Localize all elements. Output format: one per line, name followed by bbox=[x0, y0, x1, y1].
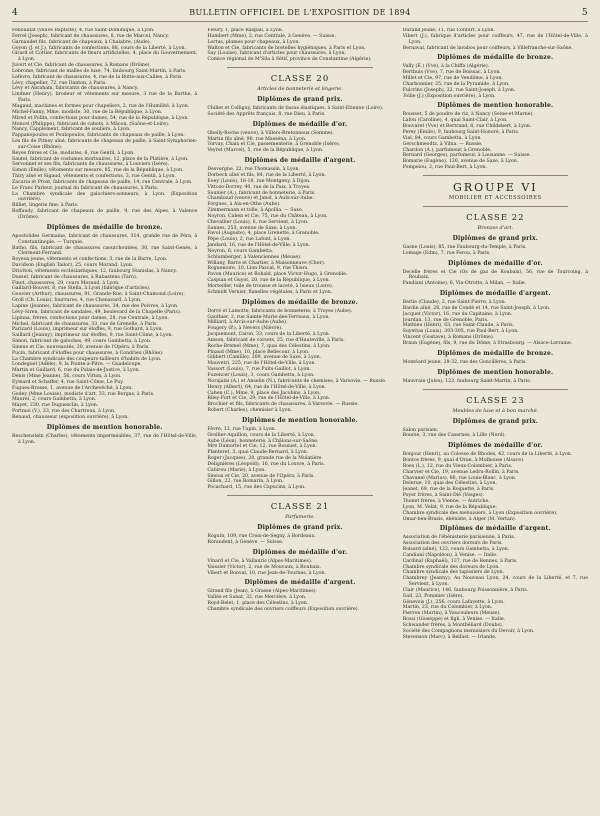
list-item: Omar-ben-Brazis, ébéniste, à Alger (M. Vertan). bbox=[402, 516, 517, 522]
list-item: Martin, 23, rue du Colombier, à Lyon. bbox=[402, 605, 493, 611]
list-item: Schwander frères, à Montbéliard (Doubs). bbox=[402, 623, 504, 628]
list-item: Société des Apprêts français, 8, rue Dieu, à Paris. bbox=[207, 111, 326, 117]
list-item: Parizard (Louis), imprimeur sur étoffes, 9, rue Gothard, à Lyon. bbox=[12, 327, 164, 333]
list-item: Magaud, machines et formes pour chapeliers, 2, rue de l'Humilité, à Lyon. bbox=[12, 103, 190, 109]
list-item: Schlumberger, à Valenciennes (Meuse). bbox=[207, 254, 302, 260]
list-item: Zimmermann et tolle, à Apollia. — Saxe. bbox=[207, 208, 304, 214]
list-item: Dussel, fabricant de chaussures, à Rabastens (Tarn). bbox=[12, 274, 138, 280]
list-item: Favol (Auguste), 4, place Grenette, à Grenoble. bbox=[207, 231, 320, 237]
list-item: Martin fils aîné, 90, rue Masséna, à Lyon. bbox=[207, 136, 307, 142]
list-item: Robert (Charles), chemisier à Lyon. bbox=[207, 408, 293, 414]
list-item: Simon (Emile), vêtements sur mesure, 85, rue de la République, à Lyon. bbox=[12, 168, 184, 174]
list-item: Saunier (A.), fabricant de bonneterie, à Paris. bbox=[207, 190, 316, 196]
list-item: Perey (Emile), 9, faubourg Saint-Honoré, à Paris. bbox=[402, 129, 520, 135]
class-subtitle: Meubles de luxe et à bon marché. bbox=[452, 407, 539, 414]
list-item: Bouvaret (Vve) et Bertrand, 8, rue Childebert, à Lyon. bbox=[402, 124, 532, 130]
list-item: Fugues-Brosse, 1, avenue de l'Archevêché, à Lyon. bbox=[12, 385, 133, 391]
class-subtitle: Articles de bonneterie et lingerie. bbox=[257, 86, 343, 93]
columns bbox=[12, 28, 588, 816]
list-item: Delerue, 10, quai des Célestins, à Lyon. bbox=[402, 481, 498, 487]
column-2 bbox=[207, 28, 392, 816]
list-item: Apostolides Germaine, fabricant de chaussures, 314, grande rue de Péra, à Constantinople. — Turquie. bbox=[12, 233, 198, 245]
section-heading: Diplômes de mention honorable. bbox=[46, 423, 163, 431]
list-item: Obelly-Roche (veuve), à Villers-Bretonneux (Somme). bbox=[207, 130, 335, 136]
divider bbox=[423, 175, 568, 176]
list-item: Fèvre, 12, rue Tupin, à Lyon. bbox=[207, 426, 277, 432]
list-item: Lebrome, fabricant de malles de luxe, 74, faubourg Saint-Martin, à Paris. bbox=[12, 68, 187, 74]
list-item: Gerschmeodtz, à Vilna. — Russie. bbox=[402, 141, 483, 147]
list-item: Chambre syndicale des doreurs de Lyon. bbox=[402, 564, 500, 570]
class-title: CLASSE 22 bbox=[466, 212, 525, 223]
group-title: GROUPE VI bbox=[453, 180, 538, 194]
list-item: Bourse, 3, rue des Casernes, à Lille (Nord). bbox=[402, 433, 506, 439]
list-item: Lomage (Edm), 7, rue Ferou, à Paris. bbox=[402, 250, 491, 256]
list-item: Montéard jeune, 28-32, rue des Goncillères, à Paris. bbox=[402, 359, 527, 365]
list-item: Chardon (A.), parfumeur, à Grenoble. bbox=[402, 147, 492, 153]
list-item: Mauvrain (Jules), 122, faubourg Saint-Martin, à Paris. bbox=[402, 378, 532, 384]
list-item: Aube (Léon), bonneterie, à Châlons-sur-Saône. bbox=[207, 438, 319, 444]
list-item: Chambre syndicale des ouvriers coiffeurs (Exposition ouvrière). bbox=[207, 606, 360, 612]
list-item: Les fils de Pitney aîné, fabricants de chapeaux de paille, à Saint-Symphorien-sur-Coise (Rhône). bbox=[12, 139, 198, 150]
section-heading: Diplômes de médaille d'argent. bbox=[439, 290, 551, 298]
page-number-right: 5 bbox=[581, 8, 588, 18]
list-item: Millet et Cie, 97, rue de Vendôme, à Lyon. bbox=[402, 76, 503, 82]
page-title: BULLETIN OFFICIEL DE L'EXPOSITION DE 1894 bbox=[189, 8, 411, 17]
class-subtitle: Parfumerie. bbox=[285, 514, 315, 521]
list-item: Renaud, chausseur (exposition ouvrière), à Lyon. bbox=[12, 415, 129, 420]
section-heading: Diplômes de mention honorable. bbox=[437, 102, 554, 110]
section-heading: Diplômes de médaille d'argent. bbox=[244, 157, 356, 165]
list-item: Lévy, chapelier, 72, rue Danton, à Paris. bbox=[12, 80, 107, 86]
list-item: Grollier-Aquillon, cours de la Liberté, à Lyon. bbox=[207, 432, 316, 438]
list-item: Brochier et fils, fabricants de chaussures, à Varsovie. — Russie. bbox=[207, 402, 359, 408]
list-item: Braun (Eugène), fils, 9, rue du Dôme, à Strasbourg. — Alsace-Lorraine. bbox=[402, 341, 573, 346]
list-item: Gaillard-Bouvet, 8, rue Stella, à Lyon (fabrique d'articles). bbox=[12, 286, 151, 292]
list-item: Pierron (Martin), à Vaucouleurs (Meuse). bbox=[402, 611, 501, 617]
list-item: Lévy-Siren, fabricant de sandales, 49, boulevard de la Chapelle (Paris). bbox=[12, 309, 182, 315]
section-heading: Diplômes de médaille d'or. bbox=[252, 120, 348, 128]
list-item: Batho, fils, fabricant de chaussures caoutchoutées, 30, rue Saint-Genès, à Clermont-Ferrand. bbox=[12, 245, 198, 257]
list-item: Mired et Pollin, confections pour dames, 54, rue de la République, à Lyon. bbox=[12, 115, 189, 121]
list-item: Roguenoire, 10, Lion Pascal, 9, rue Thiers. bbox=[207, 266, 309, 272]
list-item: Bardin aîné, 28, rue de Condé et 14, rue Saint-Joseph, à Lyon. bbox=[402, 305, 551, 311]
list-item: Jacquet (Victor), 16, rue du Capitaine, à Lyon. bbox=[402, 311, 513, 317]
list-item: Neyron, 6, cours Gambetta. bbox=[207, 248, 274, 254]
list-item: Vaissier (Victor), 2, rue de Mouvaux, à Roubaix. bbox=[207, 564, 321, 570]
list-item: Bernaval, fabricant de lavabos pour coiffeurs, à Villefranche-sur-Saône. bbox=[402, 45, 573, 51]
list-item: Humbert (Mme), 2, rue Centrale, à Genève. — Suisse. bbox=[207, 33, 336, 39]
list-item: Roche-Bremel (Mme), 7, quai des Célestins, à Lyon. bbox=[207, 343, 331, 349]
list-item: Pinaud (Mme), 10, place Bellecour, à Lyon. bbox=[207, 349, 310, 355]
class-title: CLASSE 23 bbox=[466, 395, 525, 406]
list-item: Jourdan, 13, rue de Grenoble, Paris. bbox=[402, 317, 489, 323]
list-item: Veyret (Marcel), 5, rue de la République, à Lyon. bbox=[207, 148, 324, 154]
section-heading: Diplômes de médaille de bronze. bbox=[46, 223, 163, 231]
list-item: Berlie (Claude), 2, rue Saint-Pierre, à Lyon. bbox=[402, 300, 507, 306]
list-item: Bontos frères, 9, quai d'Oran, à Mulhouse (Alsace). bbox=[402, 458, 525, 464]
list-item: Le Franc Parleur, journal du fabricant de chaussures, à Paris. bbox=[12, 185, 159, 191]
list-item: Lévy et Abraham, fabricants de chaussures, à Nancy. bbox=[12, 86, 139, 92]
list-item: Gall, 23, Pommier (Isère). bbox=[402, 593, 464, 599]
list-item: Association de l'ébénisterie parisienne, à Paris. bbox=[402, 535, 516, 541]
list-item: Cardinal (Raphaël), 137, rue de Rennes, à Paris. bbox=[402, 558, 518, 564]
list-item: Morteiller, toile de trousse et laceté, à Isieux (Loire). bbox=[207, 284, 334, 289]
class-subtitle: Bronzes d'art. bbox=[477, 224, 514, 231]
list-item: Willany, Barre et Chartier, à Maisonneuve (Cher). bbox=[207, 260, 326, 266]
list-item: Goyon (J. et J.), fabricants de confections, 88, cours de la Liberté, à Lyon. bbox=[12, 45, 186, 51]
list-item: Berthuis (Vve), 7, rue de Boissac, à Lyon. bbox=[402, 70, 501, 76]
list-item: Simon, fabricant de galoches, 49, cours Gambetta, à Lyon. bbox=[12, 339, 152, 345]
list-item: Dorbech aîné et fils, 84, rue de la Liberté, à Lyon. bbox=[207, 172, 326, 178]
list-item: Mre Dumortel et Cie, 12, rue Bossuet, à Lyon. bbox=[207, 444, 318, 450]
list-item: Saillard (Jeanny), imprimeur sur étoffes, 9, rue Saint-Côme, à Lyon. bbox=[12, 333, 173, 339]
list-item: Fougery (P.), à Nevers (Nièvre). bbox=[207, 326, 283, 332]
list-item: Chambrey (Jeanny), Au Nouveau Lyon, 24, cours de la Liberté, et 7, rue Servient, à Lyon. bbox=[402, 576, 588, 588]
list-item: Bonjour (Henri), au Colosse de Rhodes, 42, cours de la Liberté, à Lyon. bbox=[402, 452, 573, 458]
section-heading: Diplômes de grand prix. bbox=[257, 524, 343, 532]
list-item: Milliard, à Arcis-sur-Aube (Aube). bbox=[207, 320, 288, 326]
list-item: Clair (Maurice), 146, faubourg Poissonnière, à Paris. bbox=[402, 587, 529, 593]
list-item: Maurel, 2, cours Gambetta, à Lyon. bbox=[12, 397, 97, 403]
list-item: Association des ouvriers doreurs de Paris. bbox=[402, 541, 503, 547]
list-item: Gouvier (Arthur), chaussures, 91, Grande-Rue, à Saint-Chamond (Loire). bbox=[12, 292, 185, 298]
list-item: Charvier et Cie, 19, avenue Ledru-Rollin, à Paris. bbox=[402, 469, 520, 475]
list-item: Génevois (J.), 256, cours Lafayette, à Lyon. bbox=[402, 599, 505, 605]
list-item: Durand jeune, 11, rue Confort, à Lyon. bbox=[402, 28, 495, 33]
list-item: Caspian et Guyot, 20, rue de la République, à Lyon. bbox=[207, 278, 331, 284]
divider bbox=[227, 495, 372, 496]
list-item: Stevenson (Marc), à Belfast. — Irlande. bbox=[402, 634, 497, 640]
list-item: Rorandent, à Genève. — Suisse. bbox=[207, 540, 284, 545]
list-item: Servonnet et ses fils, fabricants de chaussures, à Louviers (Isère). bbox=[12, 162, 170, 168]
section-heading: Diplômes de médaille d'argent. bbox=[244, 579, 356, 587]
list-item: Davidson (English Tailor), 25, cours Morand, Lyon. bbox=[12, 263, 134, 269]
list-item: Driotton, vêtements ecclésiastiques, 12, faubourg Stanislas, à Nancy. bbox=[12, 268, 177, 274]
list-item: Cahen (C.), Mme, 9, place des Jacobins, à Lyon. bbox=[207, 390, 321, 396]
section-heading: Diplômes de médaille de bronze. bbox=[241, 298, 358, 306]
list-item: Vally (E.) (Vve), à la Chiffa (Algérie). bbox=[402, 64, 490, 70]
list-item: Tollie (J.) (Exposition ouvrière), à Lyon. bbox=[402, 93, 496, 99]
section-heading: Diplômes de médaille d'or. bbox=[448, 442, 543, 450]
list-item: Société des Compagnons menuisiers du Devoir, à Lyon. bbox=[402, 628, 535, 634]
list-item: Lortus, plumes pour chapeaux, à Lyon. bbox=[207, 39, 300, 45]
section-heading: Diplômes de mention honorable. bbox=[437, 368, 554, 376]
section-heading: Diplômes de médaille d'or. bbox=[448, 259, 543, 267]
list-item: Henry (Albert), 64, rue de l'Hôtel-de-Ville, à Lyon. bbox=[207, 384, 327, 390]
list-item: Sautel, fabricant de costumes mortuaires, 12, place de la Platière, à Lyon. bbox=[12, 156, 189, 162]
list-item: Schmidt Vernier, flanelles végétales, à Paris et Lyon. bbox=[207, 289, 333, 295]
list-item: Pompeiou, 2, rue Paul-Bert, à Lyon. bbox=[402, 165, 487, 171]
list-item: Lapine (Jeanne), fabricant de chaussures, 34, rue des Poivres, à Lyon. bbox=[12, 303, 179, 309]
list-item: Gillon, 22, rue Romarin, à Lyon. bbox=[207, 479, 284, 485]
list-item: Fulcrino (Joseph), 32, rue Saint-Joseph, à Lyon. bbox=[402, 87, 516, 93]
list-item: Godey (Mme Louise), modiste d'art, 33, rue Borgas, à Paris. bbox=[12, 391, 155, 397]
list-item: Fuzencer (Louis), 3, cours Gambetta, à Lyon. bbox=[207, 372, 315, 378]
list-item: Noyron, Cahen et Cie, 75, rue du Château, à Lyon. bbox=[207, 213, 328, 219]
section-heading: Diplômes de grand prix. bbox=[452, 234, 539, 242]
list-item: Chambre syndicale des menuisiers, à Lyon (Exposition ouvrière). bbox=[402, 510, 558, 516]
divider bbox=[227, 67, 372, 68]
list-item: Mathieu (Henri), 63, rue Saint-Claude, à Paris. bbox=[402, 323, 514, 329]
list-item: Comice régional de M'Sila à Sétif, province de Constantine (Algérie). bbox=[207, 57, 372, 63]
list-item: Lyon, M. Velat, 9, rue de la République. bbox=[402, 504, 497, 510]
list-item: Thiry aîné et Sigaud, vêtements et confections, 3, rue Gentil, à Lyon. bbox=[12, 174, 176, 180]
list-item: Moncel (Philippe), fabricant de cahots, à Mâcon, (Saône-et-Loire). bbox=[12, 121, 170, 127]
list-item: Pappanopoulos et Poulopoulos, fabricants de chapeaux de paille, à Lyon. bbox=[12, 133, 185, 139]
list-item: Royd-Belet, 1, place des Célestins, à Lyon. bbox=[207, 601, 309, 607]
list-item: Forgues, à Aix-en-Othe (Aube). bbox=[207, 202, 281, 208]
list-item: Sineux et Cie, nouveautés, 20, avenue de l'Opéra, à Paris. bbox=[12, 344, 150, 350]
list-item: Londeguel (Adèle), 9, la Pointe-à-Pitre. — Guadeloupe. bbox=[12, 362, 142, 368]
list-item: Nancy, Capplement, fabricant de souliers, à Lyon. bbox=[12, 127, 131, 133]
list-item: Decelle frères et Cie (Os de gaz de Roubaix), 56, rue de Tourcoing, à Roubaix. bbox=[402, 269, 588, 281]
list-item: Boffaudy, fabricant de chapeaux de paille, 9, rue des Alpes, à Valence (Drôme). bbox=[12, 209, 198, 220]
list-item: Say (Louise), fabricant d'articles pour chaussures, à Lyon. bbox=[207, 51, 346, 57]
divider bbox=[423, 206, 568, 207]
list-item: Fleury, 1, place Raspail, à Lyon. bbox=[207, 28, 284, 33]
list-item: Amson, fabricant de corsets, 25, rue d'Hauteville, à Paris. bbox=[207, 337, 345, 343]
list-item: Gilibert (Camille), 209, avenue de Saxe, à Lyon. bbox=[207, 355, 322, 361]
list-item: Chavanel (Marius), 86, rue Louis-Blanc, à Lyon. bbox=[402, 475, 517, 481]
list-item: Vinard et Cie, à Vallauris (Alpes-Maritimes). bbox=[207, 558, 313, 564]
list-item: Vincent (Gustave), à Romans (Drôme). bbox=[402, 335, 495, 341]
list-item: Chambaud (veuve) et Janol, à Aulx-sur-Aube. bbox=[207, 196, 314, 202]
list-item: Juvert et Cie, fabricant de chaussures, à Romans (Drôme). bbox=[12, 63, 151, 69]
running-header bbox=[12, 8, 588, 22]
list-item: Chambre syndicale des tapissiers de Lyon. bbox=[402, 570, 505, 576]
list-item: Gauthier, 3, rue Sainte-Marie-des-Terreaux, à Lyon. bbox=[207, 314, 330, 320]
list-item: Delignières (Léopold), 16, rue du Louvre, à Paris. bbox=[207, 461, 325, 467]
list-item: Vial, 84, cours Gambetta, à Lyon. bbox=[402, 135, 482, 141]
list-item: Girand fils (Jean), à Grasse (Alpes-Maritimes). bbox=[207, 589, 318, 595]
list-item: Vibert et Bonval, 10, rue Jean-de-Tournes, à Lyon. bbox=[207, 570, 326, 576]
list-item: Ferrel (Joseph), fabricant de chaussures, 8, rue de Marcel, Nancy. bbox=[12, 33, 170, 39]
list-item: Salon parisien. bbox=[402, 427, 439, 433]
list-item: Jacquemont, Caron, 33, cours de la Liberté, à Lyon. bbox=[207, 332, 331, 338]
list-item: Vibert (J.), fabrique d'articles pour coiffeurs, 47, rue de l'Hôtel-de-Ville, à Lyon. bbox=[402, 33, 588, 45]
list-item: Rousset, 5 de poudre de riz, à Nancy (Seine-et-Marne). bbox=[402, 112, 534, 118]
list-item: Sannes, 253, avenue de Saxe, à Lyon. bbox=[207, 225, 297, 231]
list-item: Boyeux jeune, vêtements et confections, 3, rue de la Barre, Lyon. bbox=[12, 257, 168, 263]
list-item: Finot, chaussures, 29, cours Morand, à Lyon. bbox=[12, 280, 120, 286]
list-item: Michel-Fanny, Mme, modiste, 30, rue de la République, à Lyon. bbox=[12, 109, 163, 115]
list-item: Bernard (Georges), parfumeur, à Lausanne. — Suisse. bbox=[402, 153, 531, 159]
list-item: Jandard, 16, rue de l'Hôtel-de-Ville, à Lyon. bbox=[207, 243, 311, 249]
list-item: Pépe (Louis), 2, rue Lafont, à Lyon. bbox=[207, 237, 291, 243]
list-item: Groll (Ch. Louis), fourrures, 4, rue Chenavard, à Lyon. bbox=[12, 298, 142, 304]
list-item: Lafon (Caroline), 4, quai Saint-Clair, à Lyon. bbox=[402, 118, 508, 124]
list-item: Chevallier (Louis), 6, rue Servient, à Lyon. bbox=[207, 219, 309, 225]
list-item: Beschenstein (Charles), vêtements imperméables, 37, rue de l'Hôtel-de-Ville, à Lyon. bbox=[12, 433, 198, 445]
list-item: Martin et Gaillard, 6, rue du Palais-de-Justice, à Lyon. bbox=[12, 368, 141, 374]
list-item: Candiani (Napoléon), à Venise. — Italie. bbox=[402, 552, 498, 558]
class-title: CLASSE 21 bbox=[270, 502, 330, 513]
list-item: Mauvetri, 225, rue de l'Hôtel-de-Ville, à Lyon. bbox=[207, 361, 316, 367]
page-number-left: 4 bbox=[12, 8, 19, 18]
group-subtitle: MOBILIER ET ACCESSOIRES bbox=[448, 194, 542, 201]
list-item: Lefèvre, fabricant de chaussures, 4, rue de la Butte-aux-Cailles, à Paris. bbox=[12, 74, 183, 80]
list-item: Suyettas (Louis), 303-305, rue Paul-Bert, à Lyon. bbox=[402, 329, 519, 335]
list-item: La Chambre syndicale des coupeurs-tailleurs d'habits de Lyon. bbox=[12, 356, 162, 362]
list-item: Desvergne, 22, rue Thomassin, à Lyon. bbox=[207, 167, 300, 173]
column-1 bbox=[12, 28, 197, 816]
section-heading: Diplômes de médaille de bronze. bbox=[437, 54, 554, 62]
section-heading: Diplômes de médaille d'argent. bbox=[439, 525, 551, 533]
list-item: Riley-Fort et Cie, 29, rue de l'Hôtel-de-Ville, à Lyon. bbox=[207, 396, 331, 402]
list-item: Vallée et Sanat, 32, rue Mercière, à Lyon. bbox=[207, 595, 307, 601]
list-item: Norajalai (A.) et Anselin (N.), fabricants de chemises, à Varsovie. — Russie. bbox=[207, 378, 387, 384]
list-item: Reyes frères et Cie, modistes, 6, rue Gentil, à Lyon. bbox=[12, 150, 135, 156]
class-title: CLASSE 20 bbox=[270, 74, 330, 85]
list-item: Pavon (Maurice) et Rohald, place Victor-Hugo, à Grenoble. bbox=[207, 272, 348, 278]
section-heading: Diplômes de grand prix. bbox=[257, 96, 343, 104]
list-item: Roger (Jacques), 28, grande rue de la Mulatière. bbox=[207, 456, 323, 462]
list-item: Garnaudet fils, fabricant de chapeaux, à Chalabre, (Aude). bbox=[12, 39, 152, 45]
list-item: Charbonnier, 25, rue de la Pyramide, à Lyon. bbox=[402, 81, 510, 87]
list-item: Lindner (Henry), brodeur et vêtements sur mesure, 3 rue de la Barthe, à Paris. bbox=[12, 92, 198, 104]
section-heading: Diplômes de médaille de bronze. bbox=[437, 349, 554, 357]
list-item: Portmoi (V.), 23, rue des Chartreux, à Lyon. bbox=[12, 409, 116, 415]
list-item: Vassort (Louis), 7, rue Puits-Gaillot, à Lyon. bbox=[207, 367, 311, 373]
list-item: Roguin, 109, rue Croix-de-Segny, à Bordeaux. bbox=[207, 534, 316, 540]
list-item: Billiet, lingerie fine, à Paris. bbox=[12, 203, 79, 209]
list-item: Denis (Mme Jeanne), 56, cours Vitton, à Lyon. bbox=[12, 374, 122, 380]
section-heading: Diplômes de grand prix. bbox=[452, 417, 539, 425]
list-item: Torvay, Chaix et Cie, passementerie, à Grenoble (Isère). bbox=[207, 142, 341, 148]
list-item: Michel, fabricant de chaussures, 33, rue de Grenelle, à Paris. bbox=[12, 321, 158, 327]
list-item: Rossi (Giuseppe) et figli, à Venise. — Italie. bbox=[402, 617, 506, 623]
list-item: Jeanet, 69, rue de la Roquette, à Paris. bbox=[402, 487, 495, 493]
section-heading: Diplômes de médaille d'or. bbox=[252, 548, 348, 556]
list-item: Boisard (aîné), 122, cours Gambetta, à Lyon. bbox=[402, 547, 510, 553]
list-item: Girard et Cottier, fabricants de fleurs artificielles, 4, place du Gouvernement, à Lyon. bbox=[12, 51, 198, 63]
list-item: Pucin, fabricant d'étoffes pour chaussures, à Condrieu (Rhône). bbox=[12, 350, 164, 356]
list-item: Eoey (Louis), 16-18, rue Montgeny, à Dijon. bbox=[207, 178, 311, 184]
list-item: Fenouillat (veuve Baptiste), 4, rue Saint-Dominique, à Lyon. bbox=[12, 28, 155, 33]
list-item: Bomarie (Eugène), 130, avenue de Saxe, à Lyon. bbox=[402, 159, 519, 165]
divider bbox=[423, 389, 568, 390]
list-item: Walton et Cie, fabricants de bretelles hygiéniques, à Paris et Lyon. bbox=[207, 45, 366, 51]
list-item: Chillet et Colliguy, fabricants de tissus élastiques, à Saint-Etienne (Loire). bbox=[207, 106, 384, 112]
list-item: Vittoze-Dorrey, 40, rue de la Paix, à Troyes. bbox=[207, 184, 311, 190]
list-item: Sineux et Cie, 20, avenue de l'Opéra, à Paris. bbox=[207, 473, 315, 479]
section-heading: Diplômes de mention honorable. bbox=[242, 416, 358, 424]
list-item: Pocachard, 15, rue des Capucins, à Lyon. bbox=[207, 485, 306, 491]
column-3 bbox=[403, 28, 588, 816]
list-item: Mayet, 230, rue Duguesclin, à Lyon. bbox=[12, 403, 99, 409]
list-item: Thonet frères, à Vienne. — Autriche. bbox=[402, 498, 490, 504]
list-item: Zacaria et Prost, fabricants de chapeaux de paille, 14, rue Centrale, à Lyon. bbox=[12, 179, 193, 185]
list-item: Lipinaa, frères, confections pour dames, 28, rue Centrale, à Lyon. bbox=[12, 315, 169, 321]
list-item: Eymard et Schaffer, 4, rue Saint-Côme, Le Puy. bbox=[12, 379, 124, 385]
list-item: Dorré et Lamotte, fabricants de bonneterie, à Troyes (Aube). bbox=[207, 308, 353, 314]
list-item: Gasne (Louis), 85, rue Faubourg-du-Temple, à Paris. bbox=[402, 244, 527, 250]
list-item: Cabirou (Marie), à Lyon. bbox=[207, 467, 266, 473]
list-item: La Chambre syndicale des galochiers-sonneurs, à Lyon. (Exposition ouvrière). bbox=[12, 191, 198, 203]
list-item: Boes (L.), 12, rue du Vieux-Colombier, à Paris. bbox=[402, 463, 513, 469]
list-item: Pandiani (Antoine), 6, Via-Otrotto, à Milan. — Italie. bbox=[402, 281, 527, 287]
list-item: Planteret, 3, quai Claude-Bernard, à Lyon. bbox=[207, 450, 309, 456]
list-item: Poyer frères, à Saint-Dié (Vosges). bbox=[402, 493, 485, 499]
